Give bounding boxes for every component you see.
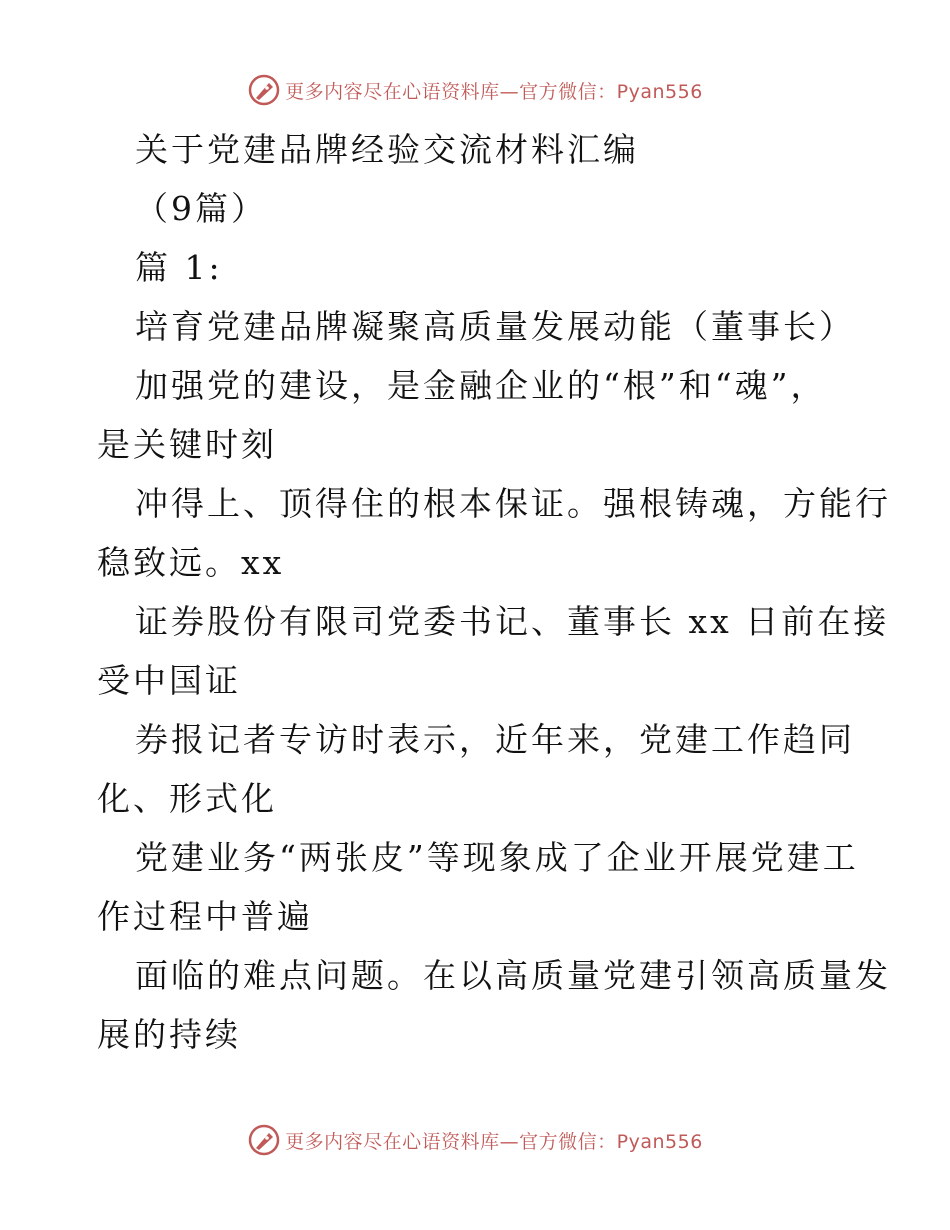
document-body [97,120,891,1064]
document-line: 作过程中普遍 [97,897,313,936]
document-line: 关于党建品牌经验交流材料汇编 [135,130,639,169]
document-line: 化、形式化 [97,779,277,818]
document-line: 受中国证 [97,661,241,700]
document-line: 冲得上、顶得住的根本保证。强根铸魂，方能行 [135,484,891,523]
document-line: 篇 1: [135,248,223,287]
document-line: 面临的难点问题。在以高质量党建引领高质量发 [135,956,891,995]
document-line: （9篇） [135,189,267,228]
pen-nib-logo-icon [247,73,281,107]
watermark-text: 更多内容尽在心语资料库—官方微信：Pyan556 [285,80,703,103]
document-line: 党建业务“两张皮”等现象成了企业开展党建工 [135,838,859,877]
document-line: 展的持续 [97,1015,241,1054]
document-line: 稳致远。xx [97,543,285,582]
document-line: 证券股份有限司党委书记、董事长 xx 日前在接 [135,602,890,641]
document-line: 加强党的建设，是金融企业的“根”和“魂”， [135,366,827,405]
pen-nib-logo-icon [247,1123,281,1157]
header-watermark [0,70,950,110]
document-line: 培育党建品牌凝聚高质量发展动能（董事长） [135,307,855,346]
document-line: 券报记者专访时表示，近年来，党建工作趋同 [135,720,855,759]
footer-watermark [0,1120,950,1160]
watermark-text: 更多内容尽在心语资料库—官方微信：Pyan556 [285,1130,703,1153]
document-line: 是关键时刻 [97,425,277,464]
